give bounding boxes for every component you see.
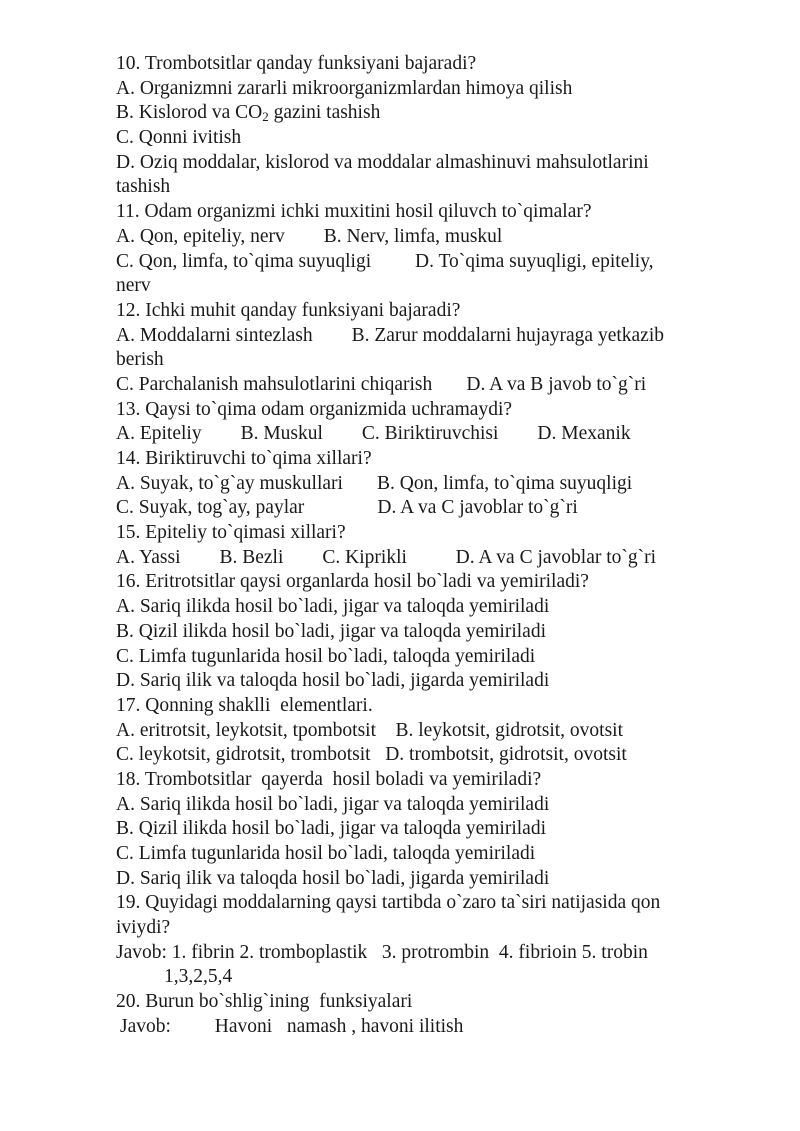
question-list <box>116 52 726 1040</box>
question-text: 11. Odam organizmi ichki muxitini hosil qiluvch to`qimalar? <box>116 201 592 223</box>
question-12 <box>116 299 726 398</box>
options-ab: A. Moddalarni sintezlash B. Zarur moddalarni hujayraga yetkazib <box>116 324 664 346</box>
option-b: B. Qizil ilikda hosil bo`ladi, jigar va taloqda yemiriladi <box>116 818 546 840</box>
option-d: D. Sariq ilik va taloqda hosil bo`ladi, jigarda yemiriladi <box>116 670 550 692</box>
question-20 <box>116 990 726 1039</box>
options: A. Epiteliy B. Muskul C. Biriktiruvchisi D. Mexanik <box>116 423 631 445</box>
question-18 <box>116 768 726 891</box>
question-text: 12. Ichki muhit qanday funksiyani bajaradi? <box>116 299 461 321</box>
option-d: D. Oziq moddalar, kislorod va moddalar almashinuvi mahsulotlarini <box>116 151 649 173</box>
question-text-continued: iviydi? <box>116 917 171 939</box>
option-a: A. Organizmni zararli mikroorganizmlardan himoya qilish <box>116 77 573 99</box>
question-text: 16. Eritrotsitlar qaysi organlarda hosil bo`ladi va yemiriladi? <box>116 571 589 593</box>
option-b-text-end: gazini tashish <box>268 102 381 124</box>
option-c: C. Qonni ivitish <box>116 127 242 149</box>
option-b <box>116 101 726 126</box>
question-text: 15. Epiteliy to`qimasi xillari? <box>116 522 346 544</box>
options-cd: C. Parchalanish mahsulotlarini chiqarish D. A va B javob to`g`ri <box>116 373 647 395</box>
options-ab-continued: berish <box>116 349 164 371</box>
question-text: 18. Trombotsitlar qayerda hosil boladi va yemiriladi? <box>116 768 542 790</box>
options-cd-continued: nerv <box>116 275 151 297</box>
options-ab: A. Qon, epiteliy, nerv B. Nerv, limfa, muskul <box>116 225 503 247</box>
question-17 <box>116 694 726 768</box>
question-14 <box>116 447 726 521</box>
question-text: 17. Qonning shaklli elementlari. <box>116 694 373 716</box>
option-b: B. Qizil ilikda hosil bo`ladi, jigar va taloqda yemiriladi <box>116 620 546 642</box>
option-c: C. Limfa tugunlarida hosil bo`ladi, taloqda yemiriladi <box>116 843 536 864</box>
question-11 <box>116 200 726 299</box>
answer-sequence: 1,3,2,5,4 <box>164 966 233 988</box>
question-15 <box>116 521 726 570</box>
option-c: C. Limfa tugunlarida hosil bo`ladi, taloqda yemiriladi <box>116 645 536 667</box>
question-10 <box>116 52 726 200</box>
question-text: 19. Quyidagi moddalarning qaysi tartibda o`zaro ta`siri natijasida qon <box>116 892 661 914</box>
question-16 <box>116 570 726 693</box>
option-b-text: B. Kislorod va CO <box>116 102 263 124</box>
options-cd: C. Suyak, tog`ay, paylar D. A va C javoblar to`g`ri <box>116 497 578 519</box>
option-d-continued: tashish <box>116 176 171 198</box>
option-d: D. Sariq ilik va taloqda hosil bo`ladi, jigarda yemiriladi <box>116 867 550 889</box>
options-cd: C. Qon, limfa, to`qima suyuqligi D. To`qima suyuqligi, epiteliy, <box>116 250 654 272</box>
option-a: A. Sariq ilikda hosil bo`ladi, jigar va taloqda yemiriladi <box>116 596 550 618</box>
options-ab: A. eritrotsit, leykotsit, tpombotsit B. leykotsit, gidrotsit, ovotsit <box>116 719 624 741</box>
question-text: 10. Trombotsitlar qanday funksiyani bajaradi? <box>116 53 477 74</box>
question-19 <box>116 891 726 990</box>
answer: Javob: Havoni namash , havoni ilitish <box>120 1015 464 1037</box>
answer: Javob: 1. fibrin 2. tromboplastik 3. protrombin 4. fibrioin 5. trobin <box>116 941 648 963</box>
question-text: 20. Burun bo`shlig`ining funksiyalari <box>116 991 413 1013</box>
subscript: 2 <box>262 109 269 125</box>
options-cd: C. leykotsit, gidrotsit, trombotsit D. trombotsit, gidrotsit, ovotsit <box>116 744 627 766</box>
question-text: 13. Qaysi to`qima odam organizmida uchramaydi? <box>116 398 513 420</box>
options: A. Yassi B. Bezli C. Kiprikli D. A va C javoblar to`g`ri <box>116 546 657 568</box>
question-13 <box>116 398 726 447</box>
question-text: 14. Biriktiruvchi to`qima xillari? <box>116 448 372 469</box>
options-ab: A. Suyak, to`g`ay muskullari B. Qon, limfa, to`qima suyuqligi <box>116 472 633 494</box>
option-a: A. Sariq ilikda hosil bo`ladi, jigar va taloqda yemiriladi <box>116 793 550 815</box>
